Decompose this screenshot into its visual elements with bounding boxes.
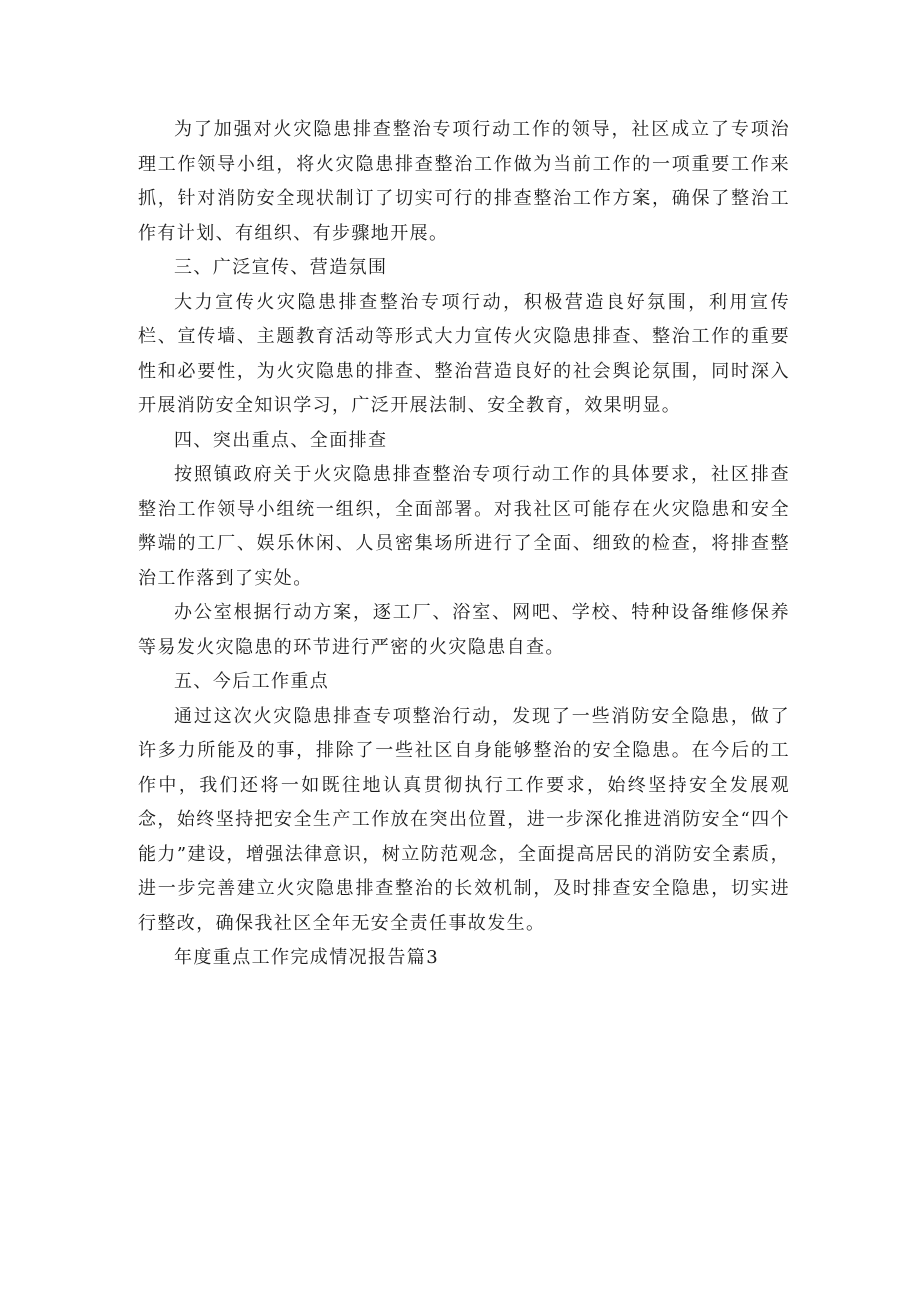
paragraph-publicity: 大力宣传火灾隐患排查整治专项行动，积极营造良好氛围，利用宣传栏、宣传墙、主题教育活动等形式大力宣传火灾隐患排查、整治工作的重要性和必要性，为火灾隐患的排查、整治营造良好的社会舆论氛围，同时深入开展消防安全知识学习，广泛开展法制、安全教育，效果明显。 xyxy=(138,291,790,416)
paragraph-future-work: 通过这次火灾隐患排查专项整治行动，发现了一些消防安全隐患，做了许多力所能及的事，排除了一些社区自身能够整治的安全隐患。在今后的工作中，我们还将一如既往地认真贯彻执行工作要求，始终坚持安全发展观念，始终坚持把安全生产工作放在突出位置，进一步深化推进消防安全“四个能力”建设，增强法律意识，树立防范观念，全面提高居民的消防安全素质，进一步完善建立火灾隐患排查整治的长效机制，及时排查安全隐患，切实进行整改，确保我社区全年无安全责任事故发生。 xyxy=(138,705,790,934)
paragraph-inspection: 按照镇政府关于火灾隐患排查整治专项行动工作的具体要求，社区排查整治工作领导小组统一组织，全面部署。对我社区可能存在火灾隐患和安全弊端的工厂、娱乐休闲、人员密集场所进行了全面、细致的检查，将排查整治工作落到了实处。 xyxy=(138,464,790,589)
report-title-part-3: 年度重点工作完成情况报告篇3 xyxy=(174,947,440,968)
section-heading-publicity: 三、广泛宣传、营造氛围 xyxy=(174,257,388,278)
section-heading-inspection: 四、突出重点、全面排查 xyxy=(174,429,388,451)
section-heading-future-work: 五、今后工作重点 xyxy=(174,671,330,692)
paragraph-leadership: 为了加强对火灾隐患排查整治专项行动工作的领导，社区成立了专项治理工作领导小组，将火灾隐患排查整治工作做为当前工作的一项重要工作来抓，针对消防安全现状制订了切实可行的排查整治工作方案，确保了整治工作有计划、有组织、有步骤地开展。 xyxy=(138,119,790,244)
document-body xyxy=(138,113,790,976)
paragraph-office-selfcheck: 办公室根据行动方案，逐工厂、浴室、网吧、学校、特种设备维修保养等易发火灾隐患的环节进行严密的火灾隐患自查。 xyxy=(138,602,790,658)
